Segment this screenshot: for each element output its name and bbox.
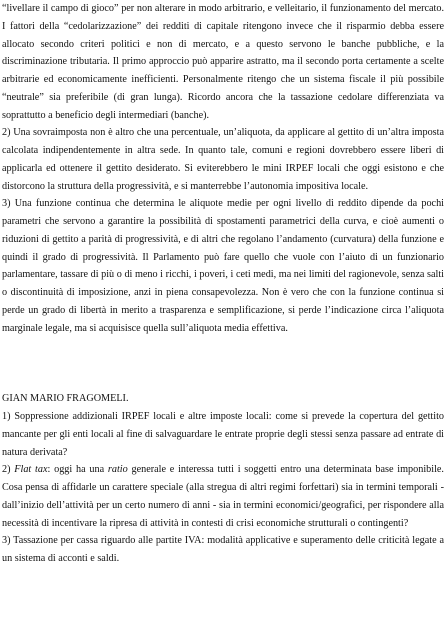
question-2-prefix: 2) bbox=[2, 464, 15, 476]
paragraph-sovraimposta: 2) Una sovraimposta non è altro che una percentuale, un’aliquota, da applicare al gettito di un’altra imposta calcolata indipendentemente in altra sede. In quanto tale, comuni e regioni dovrebbero essere liberi di applicarla ed ottenere il gettito desiderato. Si eviterebbero le mini IRPEF locali che oggi esistono e che distorcono la struttura della progressività, e si manterrebbe l’autonomia impositiva locale. bbox=[2, 127, 444, 192]
question-1: 1) Soppressione addizionali IRPEF locali e altre imposte locali: come si prevede la copertura del gettito mancante per gli enti locali al fine di salvaguardare le entrate proprie degli stessi senza passare ad entrate di natura derivata? bbox=[2, 411, 444, 458]
flat-tax-term: Flat tax bbox=[14, 464, 48, 476]
author-heading: GIAN MARIO FRAGOMELI. bbox=[2, 393, 129, 405]
section-gap bbox=[2, 337, 444, 390]
question-2 bbox=[2, 461, 444, 532]
question-2-text-a: : oggi ha una bbox=[47, 464, 108, 476]
question-2-text-b: generale e interessa tutti i soggetti entro una determinata base imponibile. Cosa pensa di affidarle un carattere speciale (alla stregua di altri regimi forfettari) sia in termini temporali - dall’inizio dell’attività per un certo numero di anni - sia in termini economici/geografici, per rispondere alla necessità di incentivare la ripresa di attività in contesti di crisi economiche strutturali o contingenti? bbox=[2, 464, 444, 529]
paragraph-neutrality: “livellare il campo di gioco” per non alterare in modo arbitrario, e velleitario, il funzionamento del mercato. I fattori della “cedolarizzazione” dei redditi di capitale ritengono invece che il risparmio debba essere allocato secondo criteri politici e non di mercato, e a questo servono le banche pubbliche, e la discriminazione tributaria. Il primo approccio può apparire astratto, ma il secondo porta certamente a scelte arbitrarie ed economicamente inefficienti. Personalmente ritengo che un sistema fiscale il più possibile “neutrale” sia preferibile (di gran lunga). Ricordo ancora che la tassazione cedolare differenziata va soprattutto a beneficio degli intermediari (banche). bbox=[2, 3, 444, 121]
question-3: 3) Tassazione per cassa riguardo alle partite IVA: modalità applicative e superamento delle criticità legate a un sistema di acconti e saldi. bbox=[2, 535, 444, 564]
document-page bbox=[2, 0, 444, 568]
ratio-term: ratio bbox=[107, 464, 128, 476]
paragraph-continuous-function: 3) Una funzione continua che determina le aliquote medie per ogni livello di reddito dipende da pochi parametri che servono a garantire la possibilità di spostamenti parametrici della curva, e cioè aumenti o riduzioni di gettito a parità di progressività, e di altri che regolano l’andamento (curvatura) della funzione e quindi il grado di progressività. Il Parlamento può fare quello che vuole con l’aiuto di un funzionario parlamentare, tassare di più o di meno i ricchi, i poveri, i ceti medi, ma nei limiti del ragionevole, senza salti o discontinuità di imposizione, anzi in piena consapevolezza. Non è vero che con la funzione continua si perde un grado di libertà in merito a trasparenza e semplificazione, si perde l’indicazione circa l’aliquota marginale legale, ma si acquisisce quella sull’aliquota media effettiva. bbox=[2, 198, 444, 334]
